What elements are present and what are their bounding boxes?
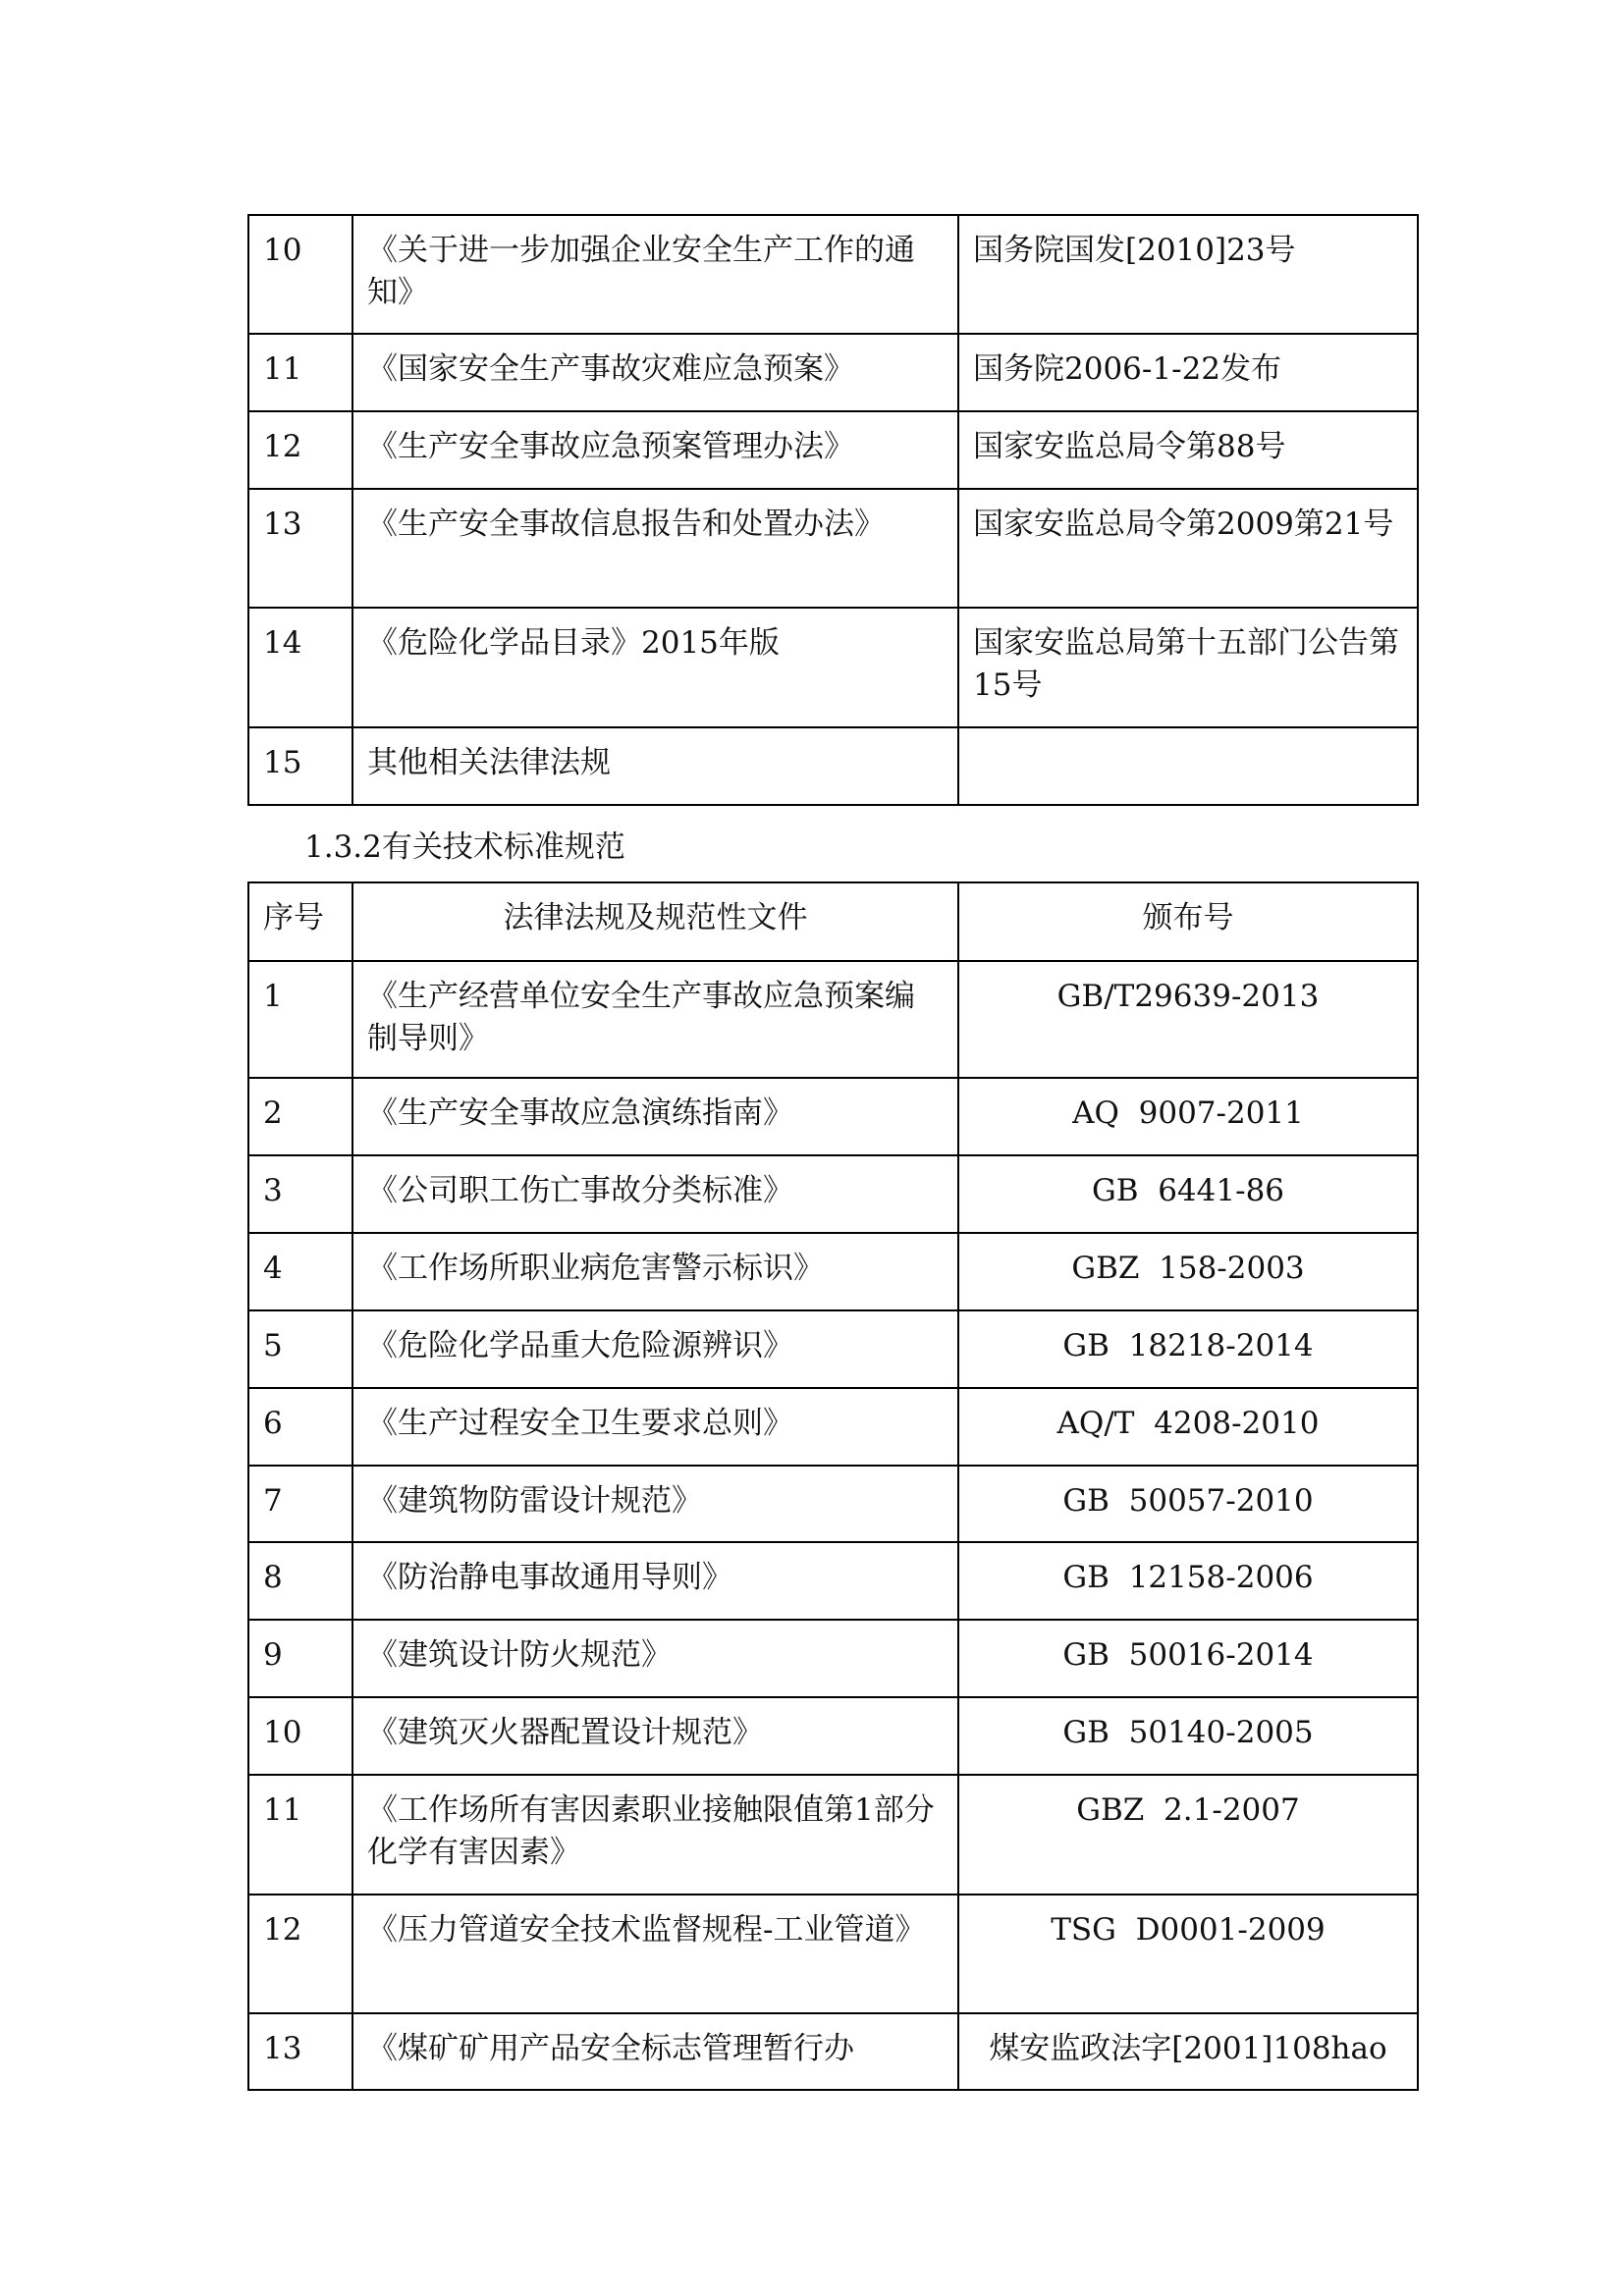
table-row xyxy=(248,961,1418,1078)
row-number: 12 xyxy=(248,1895,352,2013)
document-reference: GB 6441-86 xyxy=(958,1155,1418,1233)
document-reference: GB 50016-2014 xyxy=(958,1620,1418,1697)
document-reference xyxy=(958,727,1418,805)
regulations-table xyxy=(247,214,1419,806)
row-number: 8 xyxy=(248,1542,352,1620)
document-title: 《公司职工伤亡事故分类标准》 xyxy=(352,1155,958,1233)
document-title: 《生产安全事故应急预案管理办法》 xyxy=(352,411,958,489)
document-title: 《危险化学品目录》2015年版 xyxy=(352,608,958,727)
table-row xyxy=(248,1542,1418,1620)
document-reference: AQ 9007-2011 xyxy=(958,1078,1418,1155)
document-reference: GB 18218-2014 xyxy=(958,1310,1418,1388)
table-row xyxy=(248,1155,1418,1233)
document-title: 《关于进一步加强企业安全生产工作的通知》 xyxy=(352,215,958,334)
document-reference: 国务院国发[2010]23号 xyxy=(958,215,1418,334)
row-number: 9 xyxy=(248,1620,352,1697)
document-reference: GBZ 158-2003 xyxy=(958,1233,1418,1310)
document-title: 《建筑物防雷设计规范》 xyxy=(352,1466,958,1542)
row-number: 12 xyxy=(248,411,352,489)
table-row xyxy=(248,1388,1418,1466)
document-title: 《危险化学品重大危险源辨识》 xyxy=(352,1310,958,1388)
table-row xyxy=(248,1233,1418,1310)
document-title: 《国家安全生产事故灾难应急预案》 xyxy=(352,334,958,411)
technical-standards-table xyxy=(247,881,1419,2091)
table-row xyxy=(248,215,1418,334)
document-reference: AQ/T 4208-2010 xyxy=(958,1388,1418,1466)
table-row xyxy=(248,1078,1418,1155)
row-number: 6 xyxy=(248,1388,352,1466)
row-number: 13 xyxy=(248,2013,352,2090)
document-reference: GB 50140-2005 xyxy=(958,1697,1418,1775)
table-row xyxy=(248,1620,1418,1697)
row-number: 13 xyxy=(248,489,352,608)
table-row xyxy=(248,1775,1418,1895)
document-reference: 国家安监总局令第88号 xyxy=(958,411,1418,489)
document-reference: GB 50057-2010 xyxy=(958,1466,1418,1542)
document-reference: GBZ 2.1-2007 xyxy=(958,1775,1418,1895)
table-row xyxy=(248,727,1418,805)
table-row xyxy=(248,2013,1418,2090)
document-title: 《防治静电事故通用导则》 xyxy=(352,1542,958,1620)
table-row xyxy=(248,1310,1418,1388)
table-row xyxy=(248,1895,1418,2013)
document-reference: 国家安监总局第十五部门公告第15号 xyxy=(958,608,1418,727)
document-reference: 国务院2006-1-22发布 xyxy=(958,334,1418,411)
document-title: 其他相关法律法规 xyxy=(352,727,958,805)
table-row xyxy=(248,411,1418,489)
section-heading: 1.3.2有关技术标准规范 xyxy=(304,829,625,865)
row-number: 14 xyxy=(248,608,352,727)
document-reference: TSG D0001-2009 xyxy=(958,1895,1418,2013)
row-number: 3 xyxy=(248,1155,352,1233)
document-title: 《建筑设计防火规范》 xyxy=(352,1620,958,1697)
document-title: 《生产经营单位安全生产事故应急预案编制导则》 xyxy=(352,961,958,1078)
document-title: 《生产安全事故应急演练指南》 xyxy=(352,1078,958,1155)
document-title: 《建筑灭火器配置设计规范》 xyxy=(352,1697,958,1775)
document-reference: GB/T29639-2013 xyxy=(958,961,1418,1078)
table-row xyxy=(248,608,1418,727)
row-number: 7 xyxy=(248,1466,352,1542)
row-number: 15 xyxy=(248,727,352,805)
row-number: 5 xyxy=(248,1310,352,1388)
document-title: 《工作场所有害因素职业接触限值第1部分化学有害因素》 xyxy=(352,1775,958,1895)
header-title: 法律法规及规范性文件 xyxy=(352,882,958,961)
header-ref: 颁布号 xyxy=(958,882,1418,961)
document-title: 《工作场所职业病危害警示标识》 xyxy=(352,1233,958,1310)
table-header-row xyxy=(248,882,1418,961)
table-row xyxy=(248,334,1418,411)
document-title: 《生产安全事故信息报告和处置办法》 xyxy=(352,489,958,608)
document-title: 《生产过程安全卫生要求总则》 xyxy=(352,1388,958,1466)
table-row xyxy=(248,1697,1418,1775)
table-row xyxy=(248,489,1418,608)
document-reference: GB 12158-2006 xyxy=(958,1542,1418,1620)
row-number: 4 xyxy=(248,1233,352,1310)
row-number: 2 xyxy=(248,1078,352,1155)
document-reference: 国家安监总局令第2009第21号 xyxy=(958,489,1418,608)
document-title: 《压力管道安全技术监督规程-工业管道》 xyxy=(352,1895,958,2013)
row-number: 11 xyxy=(248,334,352,411)
table-row xyxy=(248,1466,1418,1542)
row-number: 1 xyxy=(248,961,352,1078)
row-number: 10 xyxy=(248,215,352,334)
header-no: 序号 xyxy=(248,882,352,961)
document-title: 《煤矿矿用产品安全标志管理暂行办 xyxy=(352,2013,958,2090)
row-number: 11 xyxy=(248,1775,352,1895)
row-number: 10 xyxy=(248,1697,352,1775)
document-reference: 煤安监政法字[2001]108hao xyxy=(958,2013,1418,2090)
